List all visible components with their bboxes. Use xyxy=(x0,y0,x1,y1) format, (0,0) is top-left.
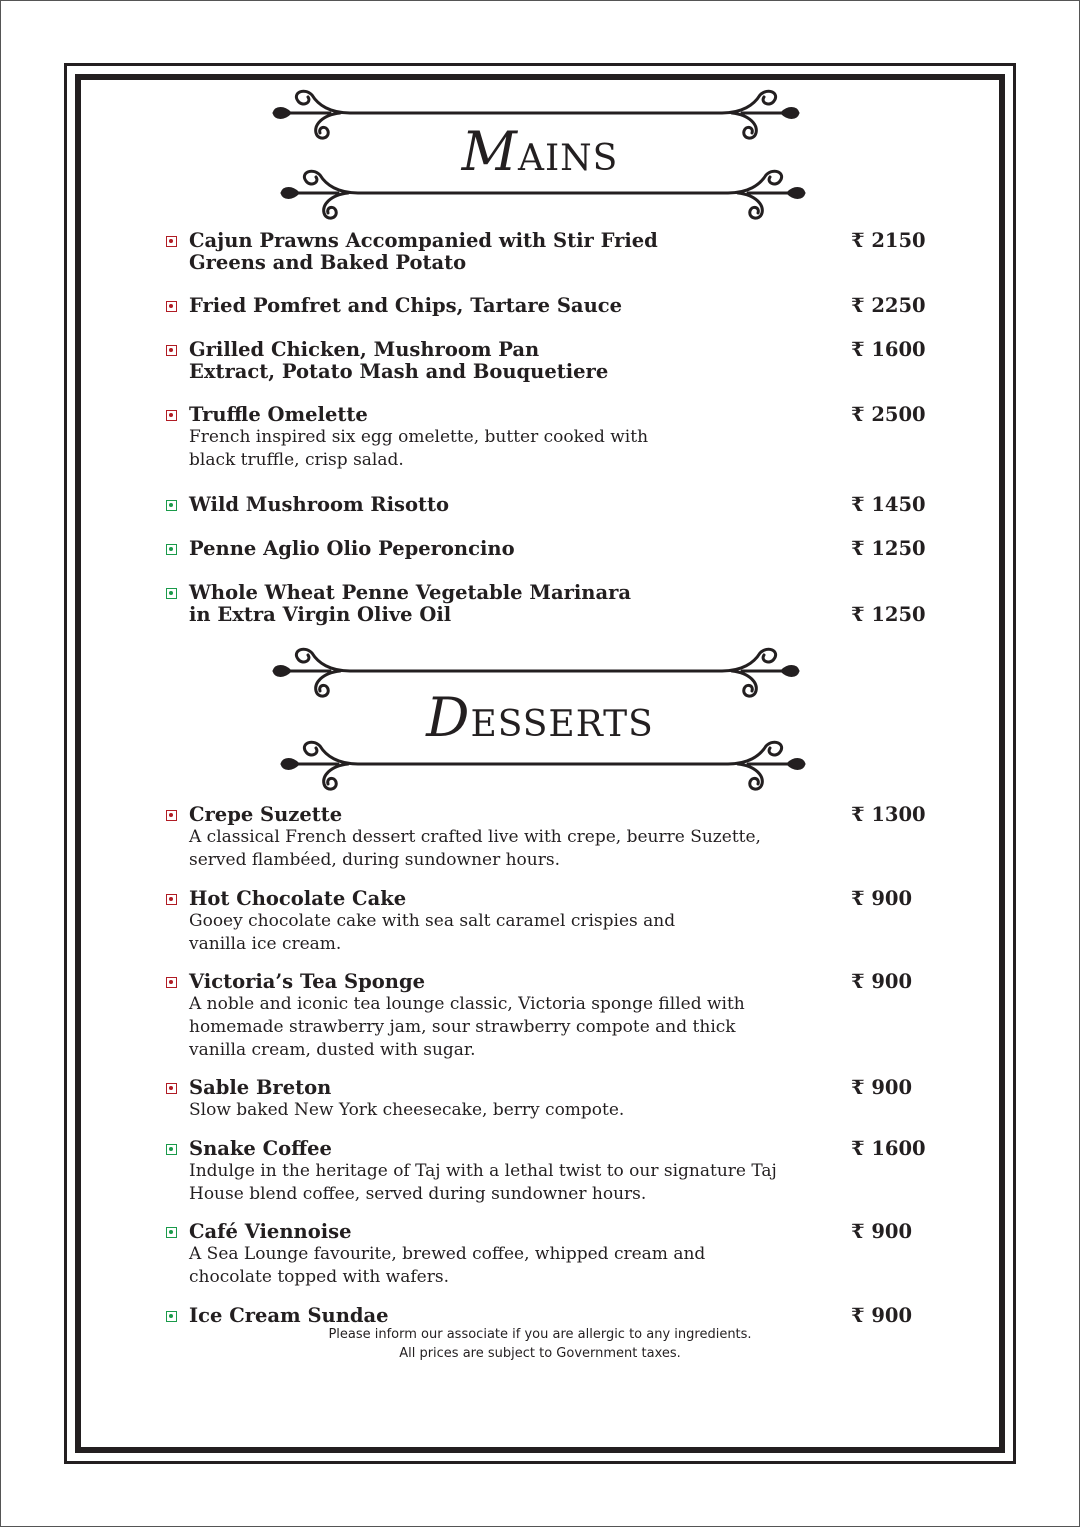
menu-item xyxy=(166,295,926,317)
item-description: A Sea Lounge favourite, brewed coffee, whipped cream and chocolate topped with wafers. xyxy=(189,1244,706,1287)
item-name: Victoria’s Tea Sponge xyxy=(189,970,425,993)
item-price: ₹ 2250 xyxy=(851,294,926,317)
item-name: Hot Chocolate Cake xyxy=(189,887,407,910)
item-name: Cajun Prawns Accompanied with Stir Fried Greens and Baked Potato xyxy=(189,229,658,274)
title-initial: D xyxy=(426,686,471,749)
title-initial: M xyxy=(461,120,518,183)
veg-indicator-icon xyxy=(166,1144,177,1155)
veg-indicator-icon xyxy=(166,1227,177,1238)
menu-item xyxy=(166,339,926,383)
item-price: ₹ 900 xyxy=(851,1304,913,1327)
ornament-divider-desserts-bottom xyxy=(0,736,1080,796)
item-price: ₹ 1600 xyxy=(851,1137,926,1160)
menu-item xyxy=(166,1138,926,1206)
item-description: A noble and iconic tea lounge classic, Victoria sponge filled with homemade strawberry jam, sour strawberry compote and thick vanilla cream, dusted with sugar. xyxy=(189,994,745,1060)
item-name: Sable Breton xyxy=(189,1076,332,1099)
item-description: French inspired six egg omelette, butter cooked with black truffle, crisp salad. xyxy=(189,427,649,470)
item-price: ₹ 900 xyxy=(851,1220,913,1243)
menu-item xyxy=(166,971,926,1062)
veg-indicator-icon xyxy=(166,588,177,599)
item-price: ₹ 2150 xyxy=(851,229,926,252)
nonveg-indicator-icon xyxy=(166,894,177,905)
item-name: Penne Aglio Olio Peperoncino xyxy=(189,537,515,560)
item-price: ₹ 2500 xyxy=(851,403,926,426)
menu-item xyxy=(166,888,926,956)
nonveg-indicator-icon xyxy=(166,1083,177,1094)
item-price: ₹ 1600 xyxy=(851,338,926,361)
veg-indicator-icon xyxy=(166,500,177,511)
item-price: ₹ 1250 xyxy=(851,603,926,626)
item-name: Ice Cream Sundae xyxy=(189,1304,389,1327)
item-name: Grilled Chicken, Mushroom Pan Extract, Potato Mash and Bouquetiere xyxy=(189,338,609,383)
item-price: ₹ 1250 xyxy=(851,537,926,560)
item-price: ₹ 900 xyxy=(851,887,913,910)
title-rest: ESSERTS xyxy=(470,704,654,745)
menu-item xyxy=(166,1305,926,1327)
tax-note: All prices are subject to Government taxes. xyxy=(399,1346,681,1361)
item-name: Snake Coffee xyxy=(189,1137,332,1160)
item-description: Indulge in the heritage of Taj with a lethal twist to our signature Taj House blend coffee, served during sundowner hours. xyxy=(189,1161,777,1204)
item-name: Crepe Suzette xyxy=(189,803,343,826)
menu-item xyxy=(166,1077,926,1122)
item-description: A classical French dessert crafted live with crepe, beurre Suzette, served flambéed, during sundowner hours. xyxy=(189,827,761,870)
nonveg-indicator-icon xyxy=(166,236,177,247)
item-name: Café Viennoise xyxy=(189,1220,352,1243)
nonveg-indicator-icon xyxy=(166,977,177,988)
menu-item xyxy=(166,494,926,516)
item-description: Gooey chocolate cake with sea salt caramel crispies and vanilla ice cream. xyxy=(189,911,676,954)
menu-item xyxy=(166,538,926,560)
allergy-note: Please inform our associate if you are allergic to any ingredients. xyxy=(328,1327,752,1342)
ornament-divider-mains-bottom xyxy=(0,165,1080,225)
item-name: Wild Mushroom Risotto xyxy=(189,493,450,516)
veg-indicator-icon xyxy=(166,1311,177,1322)
veg-indicator-icon xyxy=(166,544,177,555)
menu-item xyxy=(166,582,926,626)
item-price: ₹ 1300 xyxy=(851,803,926,826)
menu-item xyxy=(166,1221,926,1289)
item-price: ₹ 900 xyxy=(851,970,913,993)
item-price: ₹ 900 xyxy=(851,1076,913,1099)
title-rest: AINS xyxy=(517,138,619,179)
nonveg-indicator-icon xyxy=(166,301,177,312)
item-name: Truffle Omelette xyxy=(189,403,368,426)
nonveg-indicator-icon xyxy=(166,345,177,356)
nonveg-indicator-icon xyxy=(166,810,177,821)
nonveg-indicator-icon xyxy=(166,410,177,421)
item-name: Whole Wheat Penne Vegetable Marinara in Extra Virgin Olive Oil xyxy=(189,581,631,626)
menu-item xyxy=(166,404,926,472)
item-name: Fried Pomfret and Chips, Tartare Sauce xyxy=(189,294,623,317)
footer-note xyxy=(0,1325,1080,1363)
item-description: Slow baked New York cheesecake, berry compote. xyxy=(189,1100,625,1120)
menu-item xyxy=(166,804,926,872)
menu-item xyxy=(166,230,926,274)
item-price: ₹ 1450 xyxy=(851,493,926,516)
